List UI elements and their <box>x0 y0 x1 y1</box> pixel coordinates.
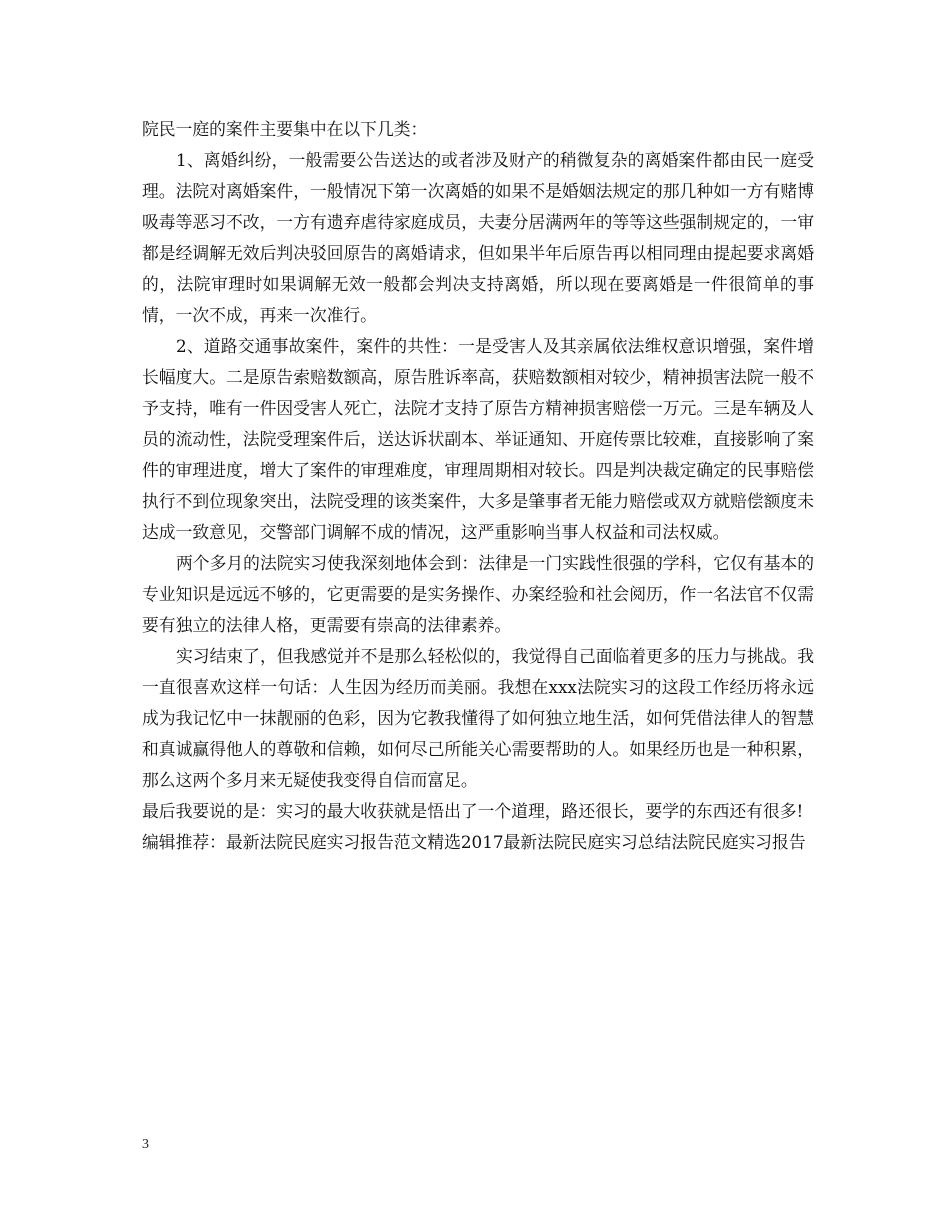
paragraph-divorce-disputes: 1、离婚纠纷，一般需要公告送达的或者涉及财产的稍微复杂的离婚案件都由民一庭受理。法院对离婚案件，一般情况下第一次离婚的如果不是婚姻法规定的那几种如一方有赌博吸毒等恶习不改，一方有遗弃虐待家庭成员，夫妻分居满两年的等等这些强制规定的，一审都是经调解无效后判决驳回原告的离婚请求，但如果半年后原告再以相同理由提起要求离婚的，法院审理时如果调解无效一般都会判决支持离婚，所以现在要离婚是一件很简单的事情，一次不成，再来一次准行。 <box>142 150 814 325</box>
paragraph-internship-conclusion: 实习结束了，但我感觉并不是那么轻松似的，我觉得自己面临着更多的压力与挑战。我一直很喜欢这样一句话：人生因为经历而美丽。我想在xxx法院实习的这段工作经历将永远成为我记忆中一抹靓丽的色彩，因为它教我懂得了如何独立地生活，如何凭借法律人的智慧和真诚赢得他人的尊敬和信赖，如何尽己所能关心需要帮助的人。如果经历也是一种积累，那么这两个多月来无疑使我变得自信而富足。 <box>142 646 814 790</box>
paragraph-internship-reflection: 两个多月的法院实习使我深刻地体会到：法律是一门实践性很强的学科，它仅有基本的专业知识是远远不够的，它更需要的是实务操作、办案经验和社会阅历，作一名法官不仅需要有独立的法律人格，更需要有崇高的法律素养。 <box>142 553 814 635</box>
document-body <box>142 114 814 858</box>
paragraph-final-remark: 最后我要说的是：实习的最大收获就是悟出了一个道理，路还很长，要学的东西还有很多! <box>142 801 804 821</box>
paragraph-traffic-accident-cases: 2、道路交通事故案件，案件的共性：一是受害人及其亲属依法维权意识增强，案件增长幅度大。二是原告索赔数额高，原告胜诉率高，获赔数额相对较少，精神损害法院一般不予支持，唯有一件因受害人死亡，法院才支持了原告方精神损害赔偿一万元。三是车辆及人员的流动性，法院受理案件后，送达诉状副本、举证通知、开庭传票比较难，直接影响了案件的审理进度，增大了案件的审理难度，审理周期相对较长。四是判决裁定确定的民事赔偿执行不到位现象突出，法院受理的该类案件，大多是肇事者无能力赔偿或双方就赔偿额度未达成一致意见，交警部门调解不成的情况，这严重影响当事人权益和司法权威。 <box>142 336 814 542</box>
paragraph-intro: 院民一庭的案件主要集中在以下几类： <box>142 119 428 139</box>
page-number: 3 <box>142 1137 149 1152</box>
paragraph-editor-recommendation: 编辑推荐：最新法院民庭实习报告范文精选2017最新法院民庭实习总结法院民庭实习报告 <box>142 832 806 852</box>
